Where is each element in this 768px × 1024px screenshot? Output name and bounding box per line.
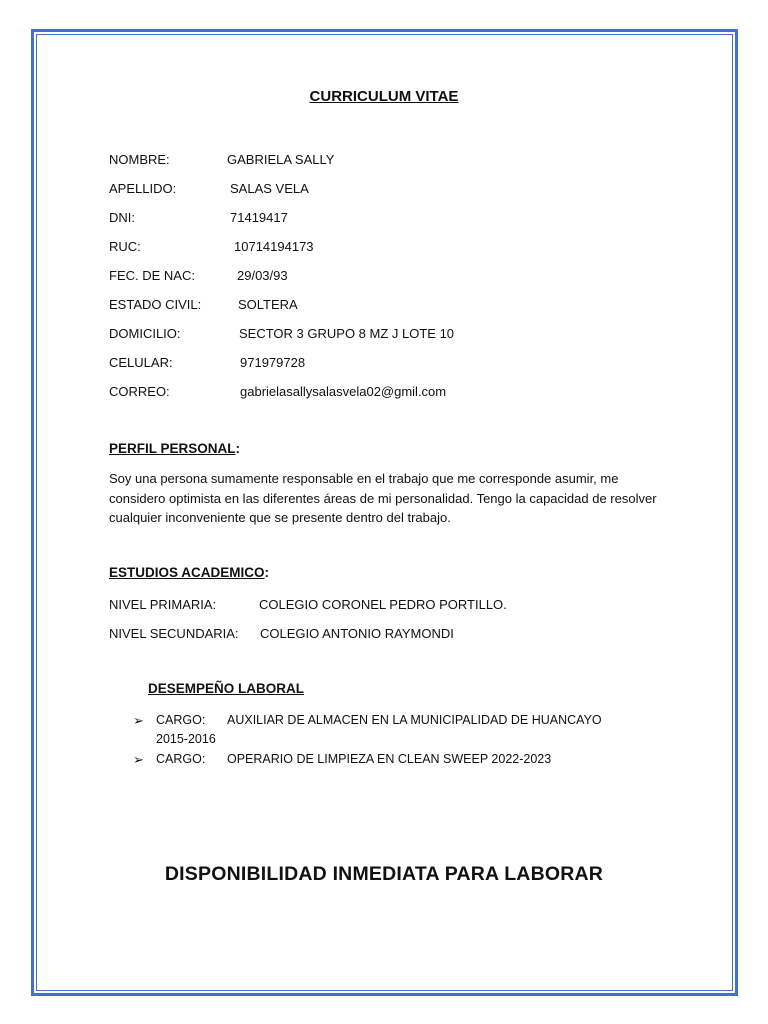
- perfil-heading-colon: :: [235, 441, 241, 456]
- field-label: CORREO:: [109, 384, 170, 399]
- job-description: OPERARIO DE LIMPIEZA EN CLEAN SWEEP 2022-2023: [227, 752, 552, 766]
- desempeno-heading: DESEMPEÑO LABORAL: [148, 681, 305, 696]
- field-value: 29/03/93: [237, 268, 288, 283]
- study-value: COLEGIO ANTONIO RAYMONDI: [260, 626, 454, 641]
- perfil-paragraph: Soy una persona sumamente responsable en el trabajo que me corresponde asumir, me considero optimista en las diferentes áreas de mi personalidad. Tengo la capacidad de resolver cualquier inconveniente que se presente dentro del trabajo.: [109, 471, 657, 525]
- field-value: 971979728: [240, 355, 306, 370]
- field-label: NOMBRE:: [109, 152, 170, 167]
- job-description: AUXILIAR DE ALMACEN EN LA MUNICIPALIDAD DE HUANCAYO: [227, 713, 602, 727]
- arrow-bullet-icon: ➢: [133, 713, 144, 728]
- field-value: SECTOR 3 GRUPO 8 MZ J LOTE 10: [239, 326, 455, 341]
- document-title: CURRICULUM VITAE: [309, 88, 459, 105]
- field-label: APELLIDO:: [109, 181, 177, 196]
- study-label: NIVEL SECUNDARIA:: [109, 626, 239, 641]
- availability-note: DISPONIBILIDAD INMEDIATA PARA LABORAR: [164, 863, 604, 885]
- field-label: DOMICILIO:: [109, 326, 181, 341]
- field-value: SOLTERA: [238, 297, 298, 312]
- study-label: NIVEL PRIMARIA:: [109, 597, 217, 612]
- field-label: DNI:: [109, 210, 135, 225]
- perfil-heading-text: PERFIL PERSONAL: [109, 441, 236, 456]
- field-value: SALAS VELA: [230, 181, 309, 196]
- estudios-heading: [109, 565, 269, 580]
- job-cargo-label: CARGO:: [156, 713, 206, 727]
- field-label: ESTADO CIVIL:: [109, 297, 202, 312]
- field-value: GABRIELA SALLY: [227, 152, 335, 167]
- field-value: 10714194173: [234, 239, 314, 254]
- estudios-heading-colon: :: [264, 565, 270, 580]
- field-label: CELULAR:: [109, 355, 173, 370]
- field-value: gabrielasallysalasvela02@gmil.com: [240, 384, 447, 399]
- field-label: FEC. DE NAC:: [109, 268, 195, 283]
- arrow-bullet-icon: ➢: [133, 752, 144, 767]
- field-label: RUC:: [109, 239, 141, 254]
- study-value: COLEGIO CORONEL PEDRO PORTILLO.: [259, 597, 507, 612]
- perfil-heading: [109, 441, 240, 456]
- field-value: 71419417: [230, 210, 288, 225]
- job-period: 2015-2016: [156, 732, 216, 746]
- estudios-heading-text: ESTUDIOS ACADEMICO: [109, 565, 265, 580]
- job-cargo-label: CARGO:: [156, 752, 206, 766]
